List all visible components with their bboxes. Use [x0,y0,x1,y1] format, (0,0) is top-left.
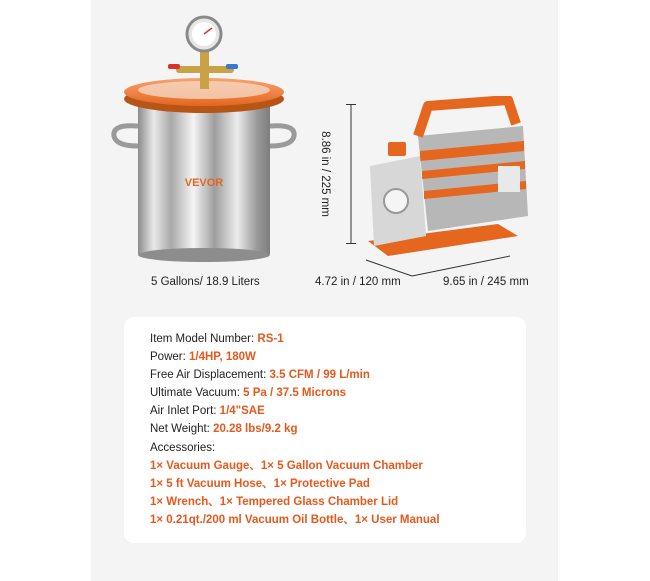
spec-row-ultimate-vacuum [150,384,440,402]
pump-footprint-dimension-lines [360,240,520,280]
pump-height-dimension-line [346,104,356,244]
spec-label: Ultimate Vacuum: [150,387,240,400]
spec-value: 3.5 CFM / 99 L/min [269,369,370,382]
spec-value: RS-1 [257,333,284,345]
accessory-line: 1× Vacuum Gauge、1× 5 Gallon Vacuum Chamber [150,459,423,472]
spec-value: 1/4HP, 180W [189,351,256,364]
accessory-line: 1× 0.21qt./200 ml Vacuum Oil Bottle、1× User Manual [150,513,440,526]
spec-value: 1/4"SAE [219,405,265,418]
chamber-brand-logo: VEVOR [184,177,224,189]
spec-label: Free Air Displacement: [150,369,267,382]
accessories-heading: Accessories: [150,441,216,454]
spec-value: 20.28 lbs/9.2 kg [213,423,298,436]
pump-height-label: 8.86 in / 225 mm [319,131,331,217]
vacuum-chamber-image [108,6,300,266]
accessory-line: 1× Wrench、1× Tempered Glass Chamber Lid [150,495,399,508]
pump-width-label: 4.72 in / 120 mm [315,276,401,288]
spec-row-model [150,330,440,348]
spec-row-displacement [150,366,440,384]
spec-label: Air Inlet Port: [150,405,217,418]
spec-label: Net Weight: [150,423,210,436]
pump-length-label: 9.65 in / 245 mm [443,276,529,288]
chamber-capacity-label: 5 Gallons/ 18.9 Liters [151,276,260,288]
spec-row-power [150,348,440,366]
spec-label: Item Model Number: [150,333,255,345]
accessory-line: 1× 5 ft Vacuum Hose、1× Protective Pad [150,477,370,490]
spec-list [150,330,440,529]
spec-row-net-weight [150,420,440,438]
spec-row-inlet-port [150,402,440,420]
spec-value: 5 Pa / 37.5 Microns [243,387,347,400]
spec-label: Power: [150,351,186,364]
